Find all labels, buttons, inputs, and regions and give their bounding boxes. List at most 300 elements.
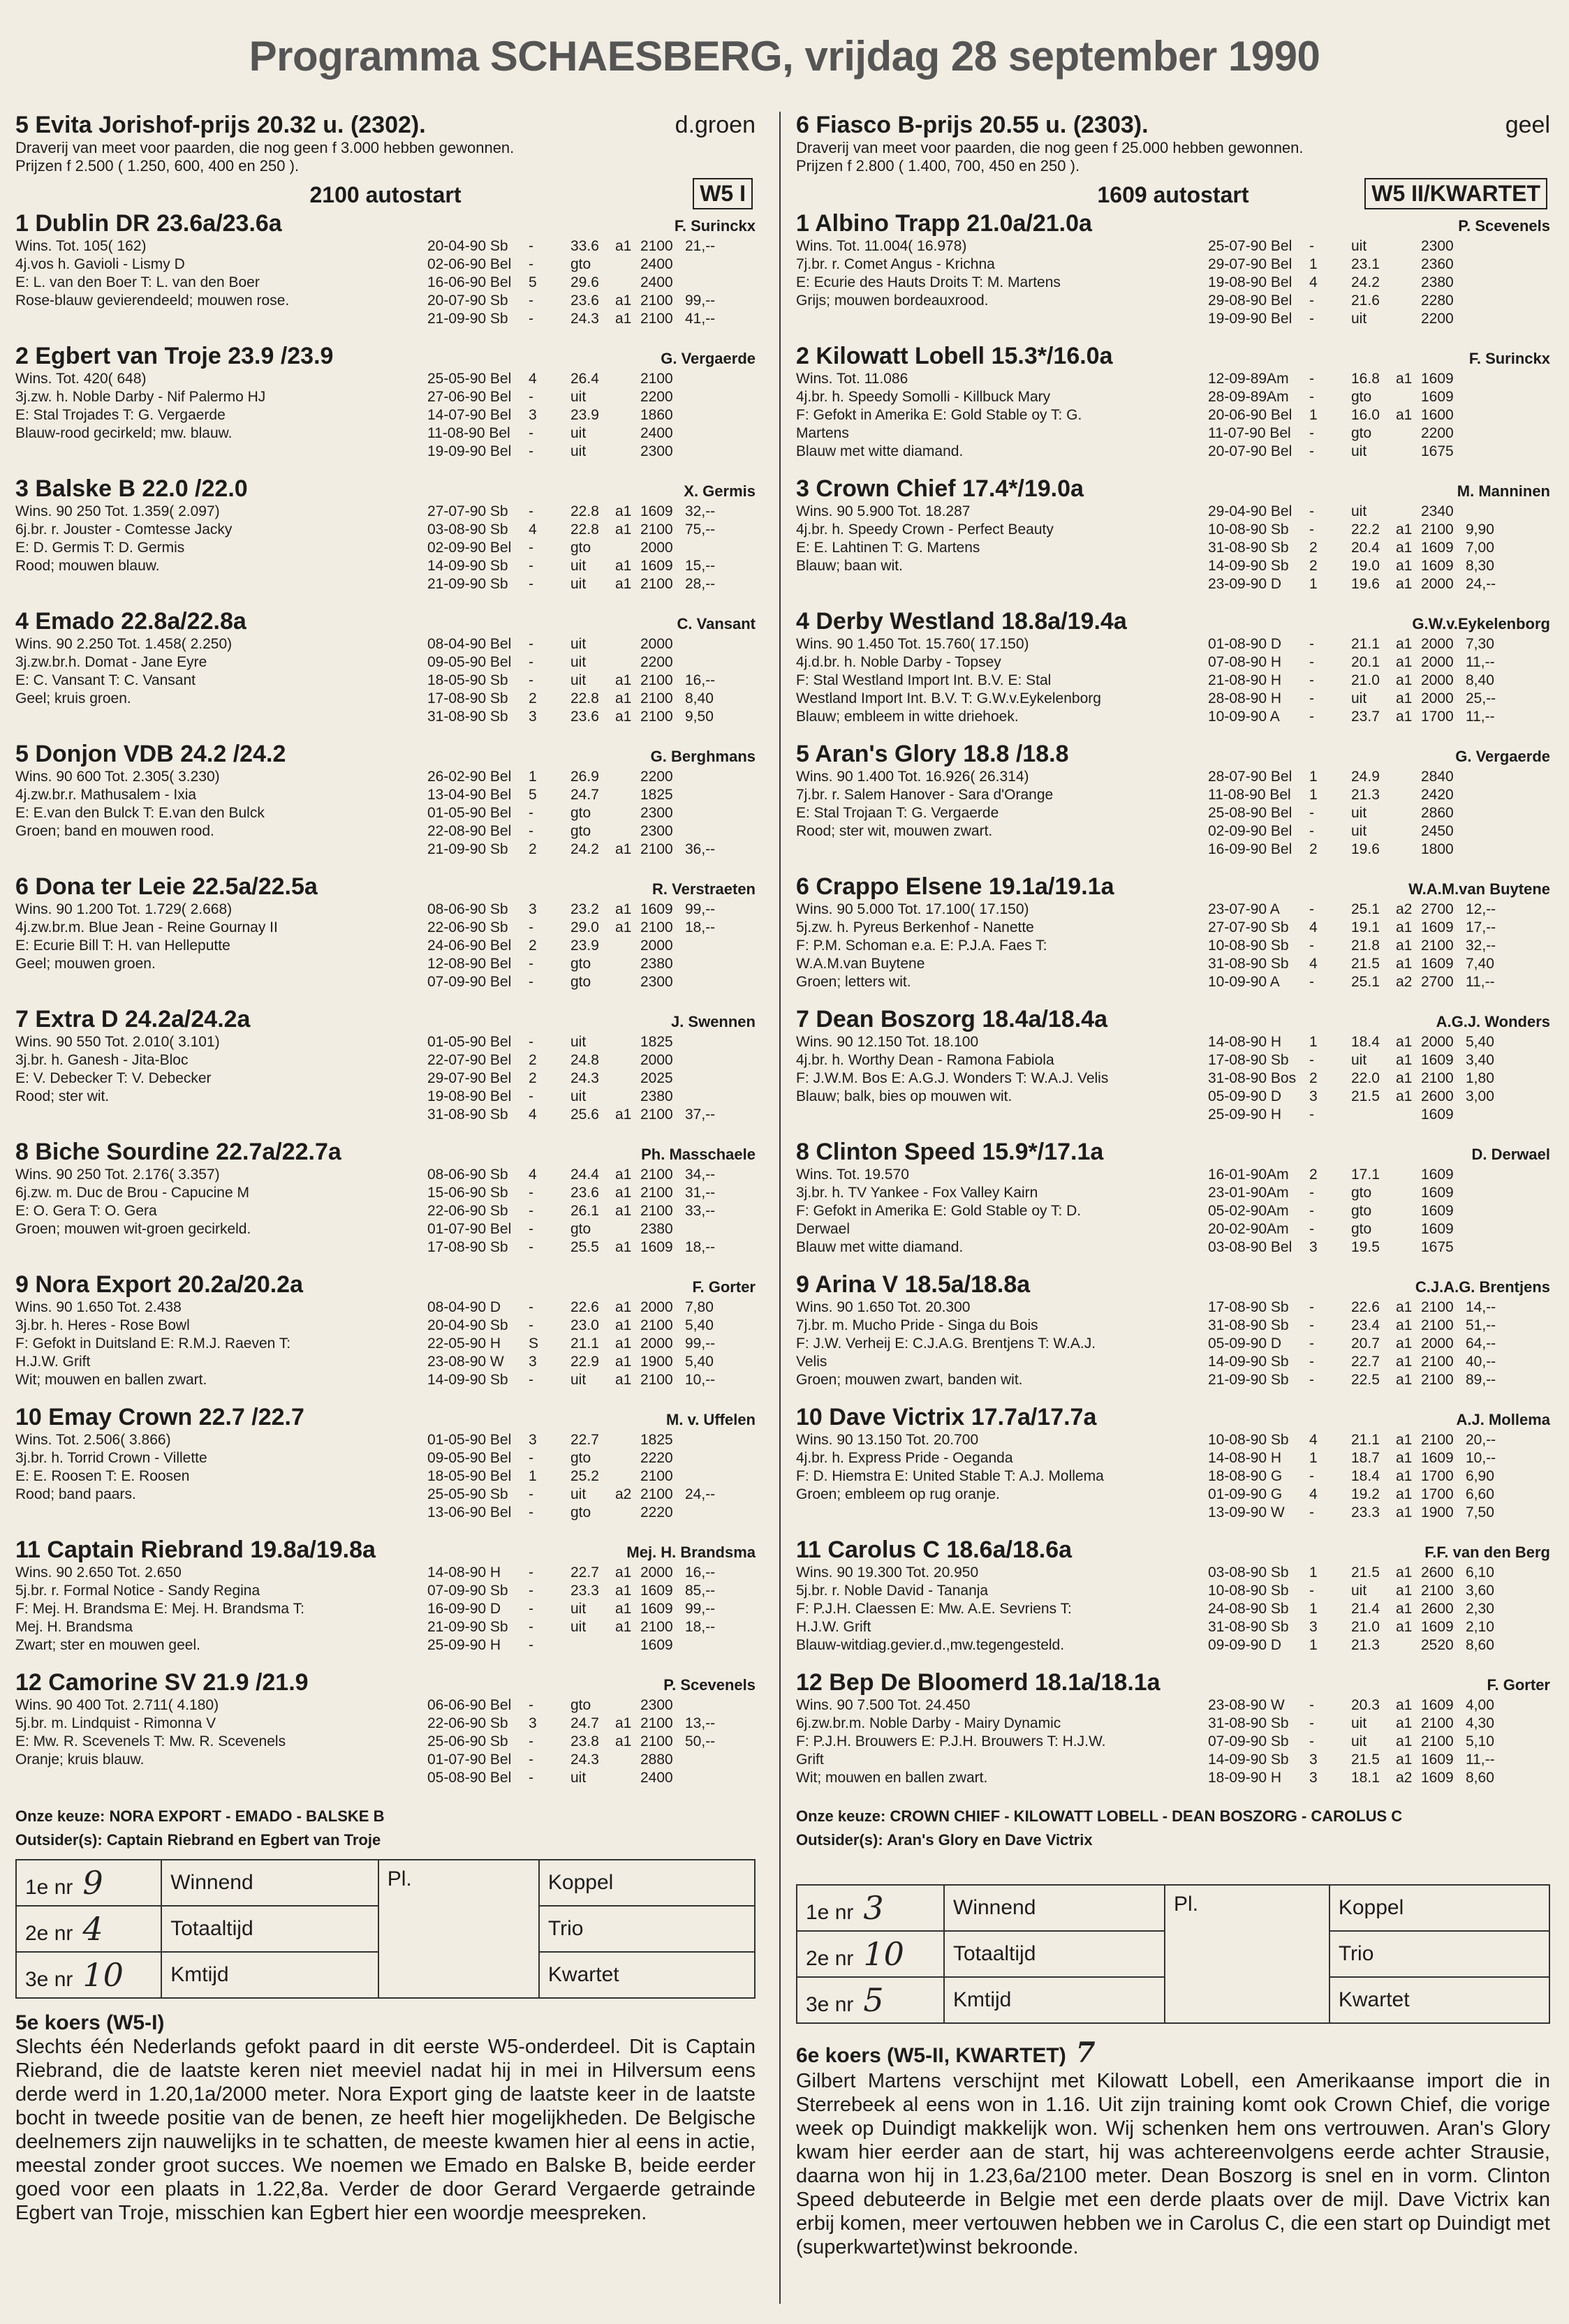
start-cell (615, 1449, 640, 1467)
start-cell (1396, 1220, 1421, 1238)
start-cell (552, 672, 570, 690)
start-cell: 5 (529, 787, 537, 803)
start-cell: 26.1 (570, 1203, 599, 1219)
start-cell: uit (1351, 311, 1367, 327)
start-cell: 2300 (1421, 238, 1454, 254)
start-cell (685, 653, 756, 672)
horse-info-line: Wins. 90 7.500 Tot. 24.450 (796, 1697, 971, 1713)
start-cell: a1 (615, 1239, 632, 1255)
start-cell: a1 (1396, 576, 1413, 592)
start-cell: 22.7 (1351, 1354, 1380, 1370)
horse-info-line: 4j.zw.br.m. Blue Jean - Reine Gournay II (15, 919, 278, 935)
start-cell (615, 635, 640, 653)
start-cell: - (529, 1697, 533, 1713)
start-cell: 28-09-89Am (1208, 389, 1289, 405)
start-cell: 2000 (1421, 1034, 1454, 1050)
start-cell: - (1309, 1733, 1314, 1749)
start-cell: gto (1351, 425, 1372, 441)
start-cell: 23.9 (570, 938, 599, 954)
start-row (1208, 521, 1550, 539)
horse-name: 10 Emay Crown 22.7 /22.7 (15, 1404, 304, 1430)
start-cell: 22.8 (570, 690, 599, 706)
start-cell (552, 768, 570, 786)
start-cell: 31-08-90 Sb (1208, 1317, 1289, 1333)
start-cell: 5,10 (1466, 1733, 1494, 1749)
start-cell: 28,-- (685, 576, 716, 592)
bet-type-label: Trio (1329, 1931, 1549, 1977)
horse-info-line: 3j.br. h. Heres - Rose Bowl (15, 1317, 190, 1333)
start-row (427, 1317, 756, 1335)
start-cell: 20.4 (1351, 540, 1380, 556)
horse-info-line: Wins. 90 250 Tot. 1.359( 2.097) (15, 503, 220, 519)
start-history (1208, 1033, 1550, 1124)
start-cell: 2200 (640, 654, 673, 670)
start-cell (1466, 237, 1550, 256)
start-row (427, 822, 756, 841)
race-description: Draverij van meet voor paarden, die nog geen f 3.000 hebben gewonnen. (15, 139, 515, 156)
horse-info-line: 4j.d.br. h. Noble Darby - Topsey (796, 654, 1001, 670)
driver-name: C. Vansant (677, 615, 756, 632)
start-cell: 2100 (640, 1203, 673, 1219)
start-cell: 8,60 (1466, 1770, 1494, 1786)
start-cell: 25.6 (570, 1107, 599, 1123)
start-cell: uit (570, 1372, 587, 1388)
start-cell: 29.0 (570, 919, 599, 935)
start-cell: - (529, 974, 533, 990)
start-cell: - (1309, 371, 1314, 387)
start-cell: 1 (1309, 1637, 1318, 1653)
start-cell: 2360 (1421, 256, 1454, 272)
start-cell: 1609 (1421, 1770, 1454, 1786)
start-cell (1333, 1618, 1351, 1636)
start-cell: 34,-- (685, 1167, 716, 1183)
start-history (427, 237, 756, 328)
start-cell: - (529, 1486, 533, 1502)
horse-info-line: H.J.W. Grift (796, 1619, 871, 1635)
start-cell: 2100 (640, 1372, 673, 1388)
start-cell: uit (1351, 443, 1367, 459)
start-cell: 18.4 (1351, 1034, 1380, 1050)
horse-entry (796, 475, 1550, 608)
start-cell: 25.5 (570, 1239, 599, 1255)
start-row (427, 1371, 756, 1389)
start-cell (685, 424, 756, 443)
horse-entry (15, 1006, 756, 1139)
start-row (427, 1238, 756, 1257)
horse-name: 6 Crappo Elsene 19.1a/19.1a (796, 873, 1114, 900)
start-cell: 14-09-90 Sb (1208, 1354, 1289, 1370)
horse-info-line: Wins. 90 250 Tot. 2.176( 3.357) (15, 1167, 220, 1183)
start-cell: 6,60 (1466, 1486, 1494, 1502)
start-cell: 26-02-90 Bel (427, 769, 512, 785)
start-cell (1396, 1106, 1421, 1124)
start-row (1208, 575, 1550, 593)
start-cell (685, 1070, 756, 1088)
start-cell: - (1309, 238, 1314, 254)
result-position (797, 1931, 944, 1977)
start-cell (615, 768, 640, 786)
driver-name: F. Gorter (1487, 1676, 1550, 1694)
driver-name: D. Derwael (1471, 1146, 1550, 1163)
horse-name: 6 Dona ter Leie 22.5a/22.5a (15, 873, 318, 900)
start-cell: - (529, 1317, 533, 1333)
start-cell: - (529, 1752, 533, 1768)
start-cell: 22-06-90 Sb (427, 1715, 508, 1731)
start-cell (1333, 1582, 1351, 1600)
place-cell: Pl. (378, 1860, 539, 1998)
start-cell: a1 (1396, 1354, 1413, 1370)
start-cell: 03-08-90 Sb (427, 521, 508, 538)
start-cell: uit (570, 636, 587, 652)
start-cell: 2300 (640, 823, 673, 839)
horse-info-line: 7j.br. r. Comet Angus - Krichna (796, 256, 995, 272)
horse-body (15, 1033, 756, 1124)
horse-info-line: Rood; ster wit, mouwen zwart. (796, 823, 993, 839)
start-row (427, 310, 756, 328)
start-row (427, 503, 756, 521)
horse-info (15, 1696, 427, 1787)
race-prizes: Prijzen f 2.500 ( 1.250, 600, 400 en 250 ). (15, 157, 300, 175)
start-cell (552, 635, 570, 653)
start-cell: 4 (1309, 1432, 1318, 1448)
start-cell: gto (570, 805, 591, 821)
start-cell: a1 (1396, 1619, 1413, 1635)
result-label: Kmtijd (161, 1952, 378, 1998)
start-cell: uit (1351, 503, 1367, 519)
start-row (1208, 1696, 1550, 1715)
start-row (1208, 1220, 1550, 1238)
result-position (797, 1977, 944, 2023)
start-cell (1396, 1166, 1421, 1184)
start-cell: - (529, 311, 533, 327)
start-cell: 11,-- (1466, 974, 1495, 990)
start-cell: - (1309, 805, 1314, 821)
start-cell: 2380 (1421, 274, 1454, 290)
start-cell: 24.3 (570, 1752, 599, 1768)
start-cell (1333, 521, 1351, 539)
start-cell (552, 1733, 570, 1751)
start-cell (552, 822, 570, 841)
start-cell: gto (570, 256, 591, 272)
start-cell: 2400 (640, 1770, 673, 1786)
horse-info-line: E: L. van den Boer T: L. van den Boer (15, 274, 260, 290)
start-cell: - (529, 1601, 533, 1617)
horse-body (796, 901, 1550, 991)
start-cell: 3 (1309, 1770, 1318, 1786)
start-cell: - (529, 1299, 533, 1315)
horse-info-line: Wins. Tot. 2.506( 3.866) (15, 1432, 171, 1448)
start-cell: 5 (529, 274, 537, 290)
horse-info-line: 7j.br. r. Salem Hanover - Sara d'Orange (796, 787, 1054, 803)
start-cell: 4 (1309, 919, 1318, 935)
start-cell: 01-09-90 G (1208, 1486, 1283, 1502)
start-row (1208, 1106, 1550, 1124)
start-cell: 29-07-90 Bel (1208, 256, 1292, 272)
start-cell: 1609 (1421, 1185, 1454, 1201)
start-cell: a1 (1396, 1601, 1413, 1617)
start-cell: 1 (1309, 1450, 1318, 1466)
horse-body (796, 635, 1550, 726)
driver-name: W.A.M.van Buytene (1408, 880, 1550, 898)
start-cell: 24-08-90 Sb (1208, 1601, 1289, 1617)
start-cell: 20.1 (1351, 654, 1380, 670)
horse-name: 11 Captain Riebrand 19.8a/19.8a (15, 1537, 376, 1563)
horse-entry (796, 1271, 1550, 1404)
start-cell: 14-09-90 Sb (1208, 558, 1289, 574)
start-cell: 23.4 (1351, 1317, 1380, 1333)
start-cell: 8,60 (1466, 1637, 1494, 1653)
start-cell: 19.5 (1351, 1239, 1380, 1255)
start-cell: - (529, 672, 533, 688)
start-cell: 05-08-90 Bel (427, 1770, 512, 1786)
start-cell: 2520 (1421, 1637, 1454, 1653)
start-cell: 2200 (640, 769, 673, 785)
start-cell (1333, 443, 1351, 461)
start-row (1208, 1202, 1550, 1220)
start-cell (552, 1769, 570, 1787)
start-cell: 50,-- (685, 1733, 716, 1749)
horse-name: 12 Bep De Bloomerd 18.1a/18.1a (796, 1669, 1161, 1696)
horse-header (796, 475, 1550, 503)
driver-name: C.J.A.G. Brentjens (1415, 1278, 1550, 1296)
horse-info-line: Groen; mouwen wit-groen gecirkeld. (15, 1221, 251, 1237)
start-row (1208, 841, 1550, 859)
start-cell: 1609 (640, 503, 673, 519)
start-cell: 22-07-90 Bel (427, 1052, 512, 1068)
start-cell (615, 1636, 640, 1655)
start-cell: a2 (1396, 1770, 1413, 1786)
start-cell: 2100 (640, 311, 673, 327)
start-cell (552, 919, 570, 937)
start-row (427, 653, 756, 672)
start-cell (685, 1769, 756, 1787)
start-cell (552, 1238, 570, 1257)
start-cell: uit (570, 443, 587, 459)
start-cell (685, 256, 756, 274)
start-cell: 22.8 (570, 503, 599, 519)
horse-entry (15, 343, 756, 475)
place-cell: Pl. (1165, 1885, 1329, 2023)
driver-name: Ph. Masschaele (641, 1146, 756, 1163)
start-cell (1333, 841, 1351, 859)
horse-info-line: Wins. 90 1.400 Tot. 16.926( 26.314) (796, 769, 1029, 785)
start-cell: 85,-- (685, 1583, 716, 1599)
start-cell (1333, 424, 1351, 443)
start-cell: 2000 (1421, 576, 1454, 592)
start-cell: 2100 (640, 1733, 673, 1749)
start-cell: 05-09-90 D (1208, 1335, 1282, 1352)
driver-name: Mej. H. Brandsma (626, 1544, 756, 1561)
start-cell: 22.7 (570, 1564, 599, 1581)
horse-name: 5 Aran's Glory 18.8 /18.8 (796, 741, 1069, 767)
start-cell: 18,-- (685, 1239, 716, 1255)
start-cell: 1 (1309, 407, 1318, 423)
horse-info-line: 4j.vos h. Gavioli - Lismy D (15, 256, 185, 272)
start-row (1208, 1733, 1550, 1751)
start-cell: 24.8 (570, 1052, 599, 1068)
start-cell: - (1309, 311, 1314, 327)
start-cell: 1609 (1421, 919, 1454, 935)
start-cell: 09-05-90 Bel (427, 1450, 512, 1466)
start-cell: 31-08-90 Sb (1208, 540, 1289, 556)
start-cell: - (1309, 974, 1314, 990)
start-cell: - (1309, 1354, 1314, 1370)
start-cell (552, 786, 570, 804)
start-cell (1466, 424, 1550, 443)
start-cell: 25-05-90 Bel (427, 371, 512, 387)
horse-info-line: Grijs; mouwen bordeauxrood. (796, 293, 989, 309)
horse-info-line: Wins. Tot. 11.086 (796, 371, 908, 387)
start-cell: 22.0 (1351, 1070, 1380, 1086)
start-cell (1333, 388, 1351, 406)
horse-header (15, 343, 756, 370)
start-cell: a1 (615, 1299, 632, 1315)
start-cell (552, 1106, 570, 1124)
start-cell: 07-09-90 Sb (427, 1583, 508, 1599)
horse-info-line: 3j.br. h. Ganesh - Jita-Bloc (15, 1052, 189, 1068)
driver-name: P. Scevenels (663, 1676, 756, 1694)
start-cell: 2100 (640, 1107, 673, 1123)
start-cell (685, 443, 756, 461)
horse-info-line: 6j.zw.br.m. Noble Darby - Mairy Dynamic (796, 1715, 1061, 1731)
race-subheader (796, 178, 1550, 210)
start-cell: uit (1351, 1052, 1367, 1068)
race-column (796, 112, 1550, 2259)
start-cell: 23.6 (570, 293, 599, 309)
start-cell: 01-07-90 Bel (427, 1221, 512, 1237)
start-cell (1333, 955, 1351, 973)
race-prizes: Prijzen f 2.800 ( 1.400, 700, 450 en 250 ). (796, 157, 1080, 175)
start-cell: uit (1351, 1583, 1367, 1599)
start-cell: 23.6 (570, 709, 599, 725)
horse-info-line: 7j.br. m. Mucho Pride - Singa du Bois (796, 1317, 1038, 1333)
start-cell: uit (1351, 1733, 1367, 1749)
start-cell: 22-06-90 Sb (427, 1203, 508, 1219)
start-cell (1333, 1715, 1351, 1733)
start-cell (685, 406, 756, 424)
horse-info (796, 503, 1208, 593)
start-row (427, 1486, 756, 1504)
start-cell: - (529, 1372, 533, 1388)
start-cell: 1700 (1421, 1486, 1454, 1502)
horse-body (15, 1298, 756, 1389)
start-cell: - (529, 1088, 533, 1104)
start-cell (552, 1166, 570, 1184)
start-cell (1396, 786, 1421, 804)
start-cell: - (529, 1583, 533, 1599)
start-cell: 21.1 (570, 1335, 599, 1352)
start-cell: 1 (1309, 769, 1318, 785)
start-cell: 18,-- (685, 1619, 716, 1635)
start-row (427, 539, 756, 557)
start-cell: 2,30 (1466, 1601, 1494, 1617)
start-cell: 02-09-90 Bel (427, 540, 512, 556)
start-cell: - (529, 823, 533, 839)
start-cell: 23.7 (1351, 709, 1380, 725)
start-cell: 2000 (640, 1335, 673, 1352)
start-cell: a1 (1396, 919, 1413, 935)
start-cell: 13-06-90 Bel (427, 1504, 512, 1520)
start-cell: 6,90 (1466, 1468, 1494, 1484)
start-cell: a1 (1396, 690, 1413, 706)
start-cell: 25-07-90 Bel (1208, 238, 1292, 254)
start-cell: 75,-- (685, 521, 716, 538)
start-cell (1333, 1636, 1351, 1655)
start-cell (685, 1636, 756, 1655)
start-cell: - (1309, 1372, 1314, 1388)
start-row (1208, 822, 1550, 841)
horse-info-line: 5j.br. r. Noble David - Tananja (796, 1583, 989, 1599)
start-cell (1333, 237, 1351, 256)
start-row (427, 237, 756, 256)
horse-header (15, 1139, 756, 1166)
horse-info-line: E: E. Lahtinen T: G. Martens (796, 540, 980, 556)
start-row (1208, 1600, 1550, 1618)
start-row (1208, 1371, 1550, 1389)
start-row (427, 274, 756, 292)
horse-info-line: E: Mw. R. Scevenels T: Mw. R. Scevenels (15, 1733, 286, 1749)
start-cell (1466, 1106, 1550, 1124)
start-cell (552, 1636, 570, 1655)
start-cell: 16.8 (1351, 371, 1380, 387)
start-cell (1333, 1696, 1351, 1715)
start-row (427, 1467, 756, 1486)
horse-info-line: E: D. Germis T: D. Germis (15, 540, 185, 556)
start-cell: 20,-- (1466, 1432, 1496, 1448)
start-cell: 41,-- (685, 311, 716, 327)
start-cell (1333, 672, 1351, 690)
start-cell (615, 1696, 640, 1715)
start-cell (552, 708, 570, 726)
start-cell (615, 955, 640, 973)
start-cell (552, 1335, 570, 1353)
bet-type-label: Koppel (1329, 1885, 1549, 1931)
start-cell: 7,30 (1466, 636, 1494, 652)
start-cell: 21,-- (685, 238, 716, 254)
start-cell: - (529, 576, 533, 592)
start-row (1208, 1184, 1550, 1202)
start-cell: 2100 (640, 371, 673, 387)
start-history (427, 1696, 756, 1787)
start-row (1208, 292, 1550, 310)
start-cell: 2100 (1421, 521, 1454, 538)
start-cell (552, 1696, 570, 1715)
start-cell: - (1309, 1203, 1314, 1219)
start-cell: 2100 (1421, 1715, 1454, 1731)
driver-name: R. Verstraeten (652, 880, 756, 898)
start-cell: a1 (615, 841, 632, 857)
start-cell: - (529, 805, 533, 821)
start-cell: 14-09-90 Sb (427, 1372, 508, 1388)
start-cell: - (529, 1221, 533, 1237)
result-position (16, 1952, 161, 1998)
start-cell: 2 (529, 938, 537, 954)
start-cell (552, 1751, 570, 1769)
start-cell: 25.1 (1351, 974, 1380, 990)
start-cell: 13,-- (685, 1715, 716, 1731)
horse-entry (15, 1669, 756, 1802)
horse-entry (796, 608, 1550, 741)
horse-header (796, 1669, 1550, 1696)
horse-info-line: Wins. 90 1.650 Tot. 2.438 (15, 1299, 182, 1315)
horse-body (796, 1696, 1550, 1787)
start-cell: 2100 (640, 238, 673, 254)
start-cell: 23.3 (570, 1583, 599, 1599)
start-row (427, 635, 756, 653)
horse-info (796, 1166, 1208, 1257)
start-cell: 10-09-90 A (1208, 709, 1280, 725)
start-cell (552, 1618, 570, 1636)
